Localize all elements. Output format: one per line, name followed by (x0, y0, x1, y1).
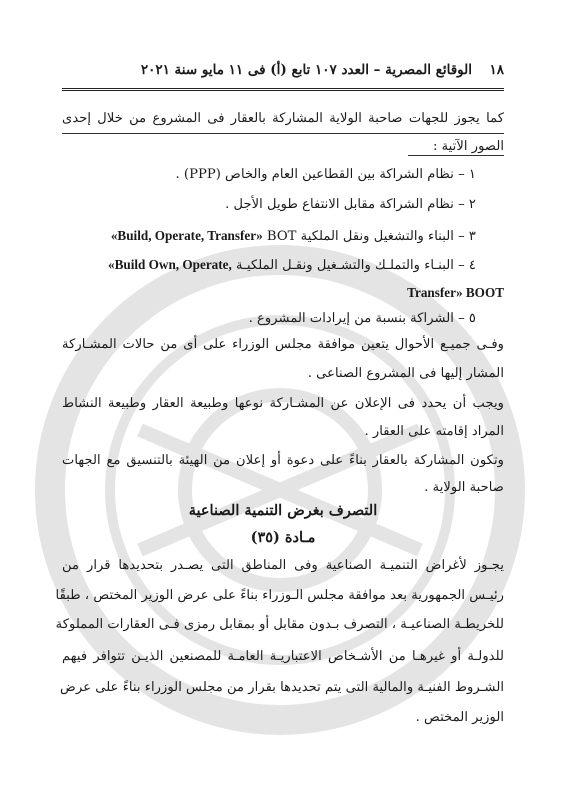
list-item-2: ٢ – نظام الشراكة مقابل الانتفاع طويل الأجل . (225, 197, 476, 212)
paragraph-1-line-1: وفـى جميـع الأحوال يتعين موافقة مجلس الوزراء على أى من حالات المشـاركة (62, 337, 504, 352)
paragraph-3-line-1: وتكون المشاركة بالعقار بناءً على دعوة أو إعلان من الهيئة بالتنسيق مع الجهات (62, 453, 504, 468)
paragraph-2-line-1: ويجب أن يحدد فى الإعلان عن المشـاركة نوعها وطبيعة العقار وطبيعة النشاط (62, 396, 504, 411)
list-item-3-arabic: ٣ – البناء والتشغيل ونقل الملكية BOT (266, 229, 476, 244)
section-title: التصرف بغرض التنمية الصناعية (188, 502, 378, 519)
list-item-1: ١ – نظام الشراكة بين القطاعين العام والخاص (PPP) . (175, 167, 476, 182)
issue-line: الوقائع المصرية – العدد ١٠٧ تابع (أ) فى ١١ مايو سنة ٢٠٢١ (140, 62, 472, 78)
list-item-4-arabic: ٤ – البنـاء والتملـك والتشـغيل ونقـل الملكيـة (236, 258, 476, 273)
header-divider (62, 88, 504, 91)
list-item-3-english: «Build, Operate, Transfer» (110, 228, 263, 243)
article-line-3: للخريطـة الصناعيـة ، التصرف بـدون مقابل أو بمقابل رمزى فـى العقارات المملوكة (55, 617, 504, 632)
article-number: مـادة (٣٥) (250, 529, 316, 546)
article-line-2: رئيـس الجمهورية بعد موافقة مجلس الـوزراء بناءً على عرض الوزير المختص ، طبقًا (55, 588, 504, 603)
article-line-1: يجـوز لأغراض التنميـة الصناعية وفى المناطق التى يصـدر بتحديدها قرار من (62, 558, 504, 573)
intro-line-2: الصور الآتية : (432, 139, 504, 154)
article-line-6: الوزير المختص . (415, 710, 504, 725)
list-item-4-english: «Build Own, Operate, (107, 257, 232, 272)
article-line-4: للدولـة أو غيرهـا من الأشـخاص الاعتباريـة العامـة للمصنعين الذيـن تتوافر فيهم (62, 649, 504, 664)
intro-underline-2 (408, 155, 504, 156)
intro-underline (62, 133, 504, 134)
article-line-5: الشـروط الفنيـة والمالية التى يتم تحديدها بقرار من مجلس الوزراء بناءً على عرض (60, 680, 504, 695)
list-item-4-continued (62, 283, 504, 304)
page-number: ١٨ (489, 62, 504, 78)
paragraph-1-line-2: المشار إليها فى المشروع الصناعى . (307, 366, 504, 381)
page-header (62, 62, 504, 84)
list-item-5: ٥ – الشراكة بنسبة من إيرادات المشروع . (248, 311, 476, 326)
intro-line-1: كما يجوز للجهات صاحبة الولاية المشاركة بالعقار فى المشروع من خلال إحدى (62, 111, 504, 126)
list-item-4 (62, 255, 476, 276)
paragraph-2-line-2: المراد إقامته على العقار . (364, 424, 504, 439)
list-item-4-english-end: Transfer» BOOT (407, 285, 504, 300)
list-item-3 (62, 226, 476, 247)
paragraph-3-line-2: صاحبة الولاية . (424, 480, 504, 495)
